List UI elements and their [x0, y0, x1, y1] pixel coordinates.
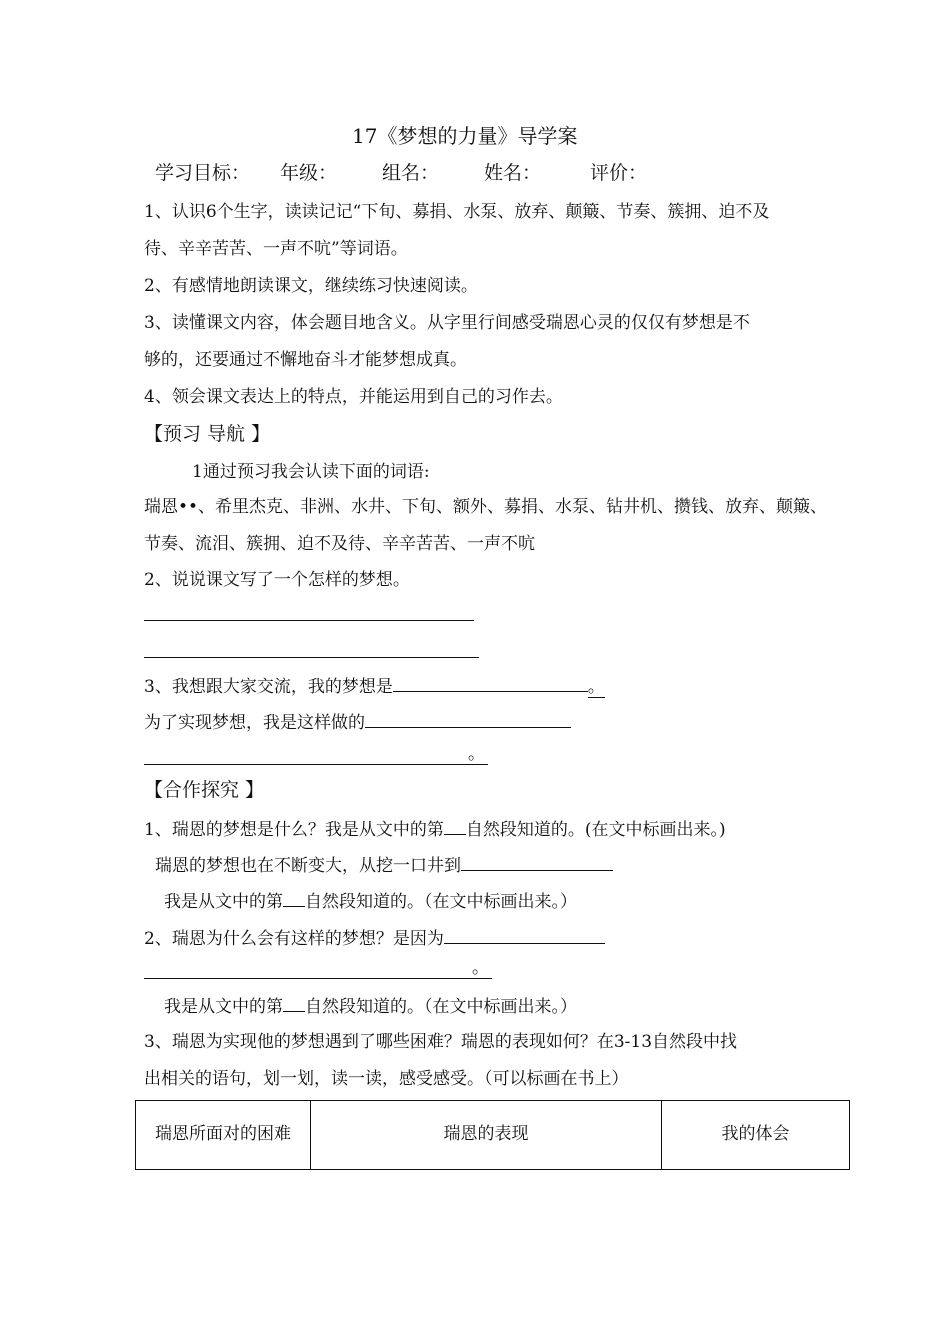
- sentence-end: 。: [468, 744, 485, 764]
- answer-line[interactable]: [144, 764, 488, 765]
- table-header-performance: 瑞恩的表现: [311, 1101, 662, 1170]
- goal-3-line-2: 够的，还要通过不懈地奋斗才能梦想成真。: [144, 350, 467, 370]
- question-2-text: 2、瑞恩为什么会有这样的梦想？是因为: [144, 929, 444, 949]
- answer-line[interactable]: [144, 620, 474, 621]
- goal-3-line-1: 3、读懂课文内容，体会题目地含义。从字里行间感受瑞恩心灵的仅仅有梦想是不: [144, 313, 750, 333]
- plan-line: [144, 709, 571, 735]
- preview-question-3: [144, 673, 605, 699]
- dream-growth-blank[interactable]: [461, 852, 613, 871]
- evaluation-label: 评价：: [590, 162, 648, 184]
- paragraph-number-blank[interactable]: [444, 816, 466, 835]
- goal-2: 2、有感情地朗读课文，继续练习快速阅读。: [144, 276, 478, 296]
- explore-heading: 【合作探究 】: [144, 779, 265, 801]
- explore-question-1: [144, 816, 726, 842]
- reason-blank[interactable]: [444, 925, 605, 944]
- preview-question-2: 2、说说课文写了一个怎样的梦想。: [144, 570, 410, 590]
- answer-line[interactable]: [144, 657, 479, 658]
- paragraph-source-line: [164, 888, 577, 914]
- source-suffix: 自然段知道的。（在文中标画出来。）: [305, 997, 577, 1017]
- paragraph-number-blank[interactable]: [283, 888, 305, 907]
- difficulty-table: [135, 1100, 850, 1170]
- dream-growth-text: 瑞恩的梦想也在不断变大，从挖一口井到: [155, 856, 461, 876]
- goal-1-line-1: 1、认识6个生字，读读记记“下旬、募捐、水泵、放弃、颠簸、节奏、簇拥、迫不及: [144, 202, 770, 222]
- preview-heading: 【预习 导航 】: [144, 423, 271, 445]
- source-suffix: 自然段知道的。（在文中标画出来。）: [305, 892, 577, 912]
- dream-growth-line: [155, 852, 613, 878]
- question-1-suffix: 自然段知道的。(在文中标画出来。): [465, 820, 726, 840]
- name-label: 姓名：: [484, 162, 542, 184]
- source-prefix: 我是从文中的第: [164, 997, 283, 1017]
- vocabulary-line-2: 节奏、流泪、簇拥、迫不及待、辛辛苦苦、一声不吭: [144, 534, 535, 554]
- vocabulary-line-1: 瑞恩••、希里杰克、非洲、水井、下旬、额外、募捐、水泵、钻井机、攒钱、放弃、颠簸、: [144, 497, 828, 517]
- answer-line[interactable]: [144, 978, 492, 979]
- dream-blank[interactable]: [393, 673, 588, 692]
- source-prefix: 我是从文中的第: [164, 892, 283, 912]
- page-title: 17《梦想的力量》导学案: [352, 124, 578, 148]
- paragraph-number-blank[interactable]: [283, 993, 305, 1012]
- grade-label: 年级：: [280, 162, 338, 184]
- table-header-difficulty: 瑞恩所面对的困难: [136, 1101, 311, 1170]
- objectives-label: 学习目标：: [155, 162, 251, 184]
- table-row: [136, 1101, 850, 1170]
- paragraph-source-line: [164, 993, 577, 1019]
- explore-question-3-line-2: 出相关的语句，划一划，读一读，感受感受。（可以标画在书上）: [144, 1069, 629, 1089]
- dream-prompt: 3、我想跟大家交流，我的梦想是: [144, 677, 393, 697]
- goal-4: 4、领会课文表达上的特点，并能运用到自己的习作去。: [144, 387, 563, 407]
- preview-question-1: 1通过预习我会认读下面的词语:: [192, 462, 430, 482]
- sentence-end: 。: [587, 677, 605, 697]
- group-label: 组名：: [382, 162, 440, 184]
- table-header-reflection: 我的体会: [662, 1101, 850, 1170]
- objectives-header: [155, 161, 647, 185]
- goal-1-line-2: 待、辛辛苦苦、一声不吭”等词语。: [144, 239, 408, 259]
- plan-prompt: 为了实现梦想，我是这样做的: [144, 713, 365, 733]
- plan-blank[interactable]: [365, 709, 571, 728]
- explore-question-3-line-1: 3、瑞恩为实现他的梦想遇到了哪些困难？瑞恩的表现如何？在3-13自然段中找: [144, 1032, 738, 1052]
- sentence-end: 。: [472, 958, 489, 978]
- explore-question-2: [144, 925, 605, 951]
- question-1-text: 1、瑞恩的梦想是什么？我是从文中的第: [144, 820, 444, 840]
